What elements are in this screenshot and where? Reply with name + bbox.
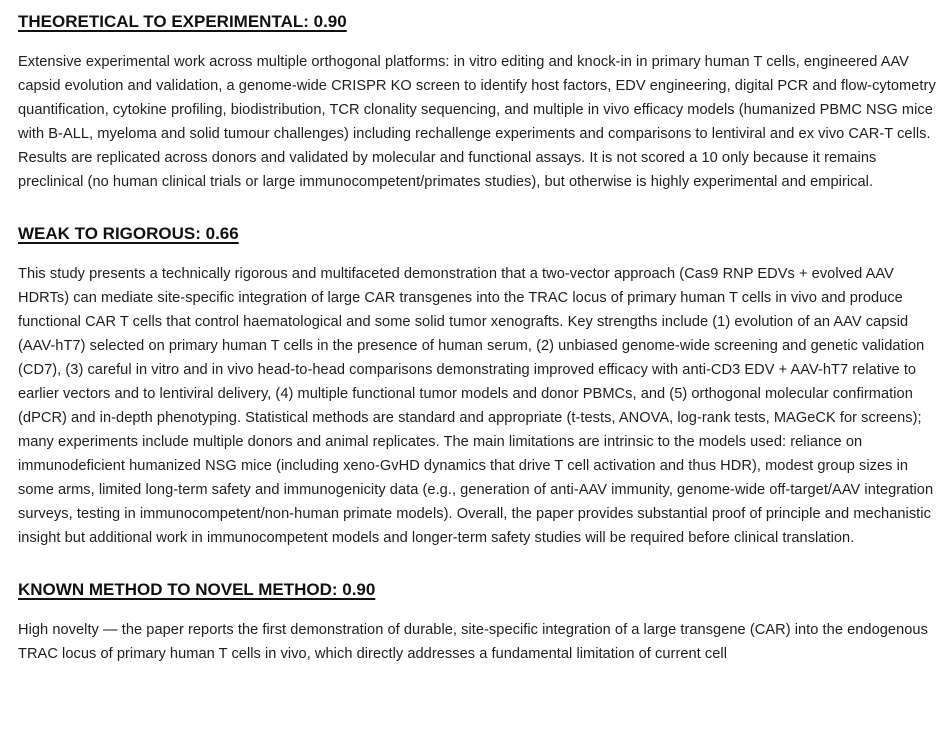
section-heading: WEAK TO RIGOROUS: 0.66 <box>18 224 239 243</box>
section-paragraph: Extensive experimental work across multiple orthogonal platforms: in vitro editing and knock-in in primary human T cells, engineered AAV capsid evolution and validation, a genome-wide CRISPR KO screen to identify host factors, EDV engineering, digital PCR and flow-cytometry quantification, cytokine profiling, biodistribution, TCR clonality sequencing, and multiple in vivo efficacy models (humanized PBMC NSG mice with B-ALL, myeloma and solid tumour challenges) including rechallenge experiments and comparisons to lentiviral and ex vivo CAR-T cells. Results are replicated across donors and validated by molecular and functional assays. It is not scored a 10 only because it remains preclinical (no human clinical trials or large immunocompetent/primates studies), but otherwise is highly experimental and empirical. <box>18 54 936 190</box>
section-heading: THEORETICAL TO EXPERIMENTAL: 0.90 <box>18 12 347 31</box>
section-known-to-novel-method <box>18 578 940 666</box>
section-heading: KNOWN METHOD TO NOVEL METHOD: 0.90 <box>18 580 376 599</box>
section-paragraph: This study presents a technically rigorous and multifaceted demonstration that a two-vector approach (Cas9 RNP EDVs + evolved AAV HDRTs) can mediate site-specific integration of large CAR transgenes into the TRAC locus of primary human T cells in vivo and produce functional CAR T cells that control haematological and some solid tumor xenografts. Key strengths include (1) evolution of an AAV capsid (AAV-hT7) selected on primary human T cells in the presence of human serum, (2) unbiased genome-wide screening and genetic validation (CD7), (3) careful in vitro and in vivo head-to-head comparisons demonstrating improved efficacy with anti-CD3 EDV + AAV-hT7 relative to earlier vectors and to lentiviral delivery, (4) multiple functional tumor models and donor PBMCs, and (5) orthogonal molecular confirmation (dPCR) and in-depth phenotyping. Statistical methods are standard and appropriate (t-tests, ANOVA, log-rank tests, MAGeCK for screens); many experiments include multiple donors and animal replicates. The main limitations are intrinsic to the models used: reliance on immunodeficient humanized NSG mice (including xeno-GvHD dynamics that drive T cell activation and thus HDR), modest group sizes in some arms, limited long-term safety and immunogenicity data (e.g., generation of anti-AAV immunity, genome-wide off-target/AAV integration surveys, testing in immunocompetent/non-human primate models). Overall, the paper provides substantial proof of principle and mechanistic insight but additional work in immunocompetent models and longer-term safety studies will be required before clinical translation. <box>18 266 934 546</box>
section-weak-to-rigorous <box>18 222 940 550</box>
section-paragraph: High novelty — the paper reports the first demonstration of durable, site-specific integration of a large transgene (CAR) into the endogenous TRAC locus of primary human T cells in vivo, which directly addresses a fundamental limitation of current cell <box>18 622 928 662</box>
section-theoretical-to-experimental <box>18 10 940 194</box>
document-content <box>18 10 940 690</box>
